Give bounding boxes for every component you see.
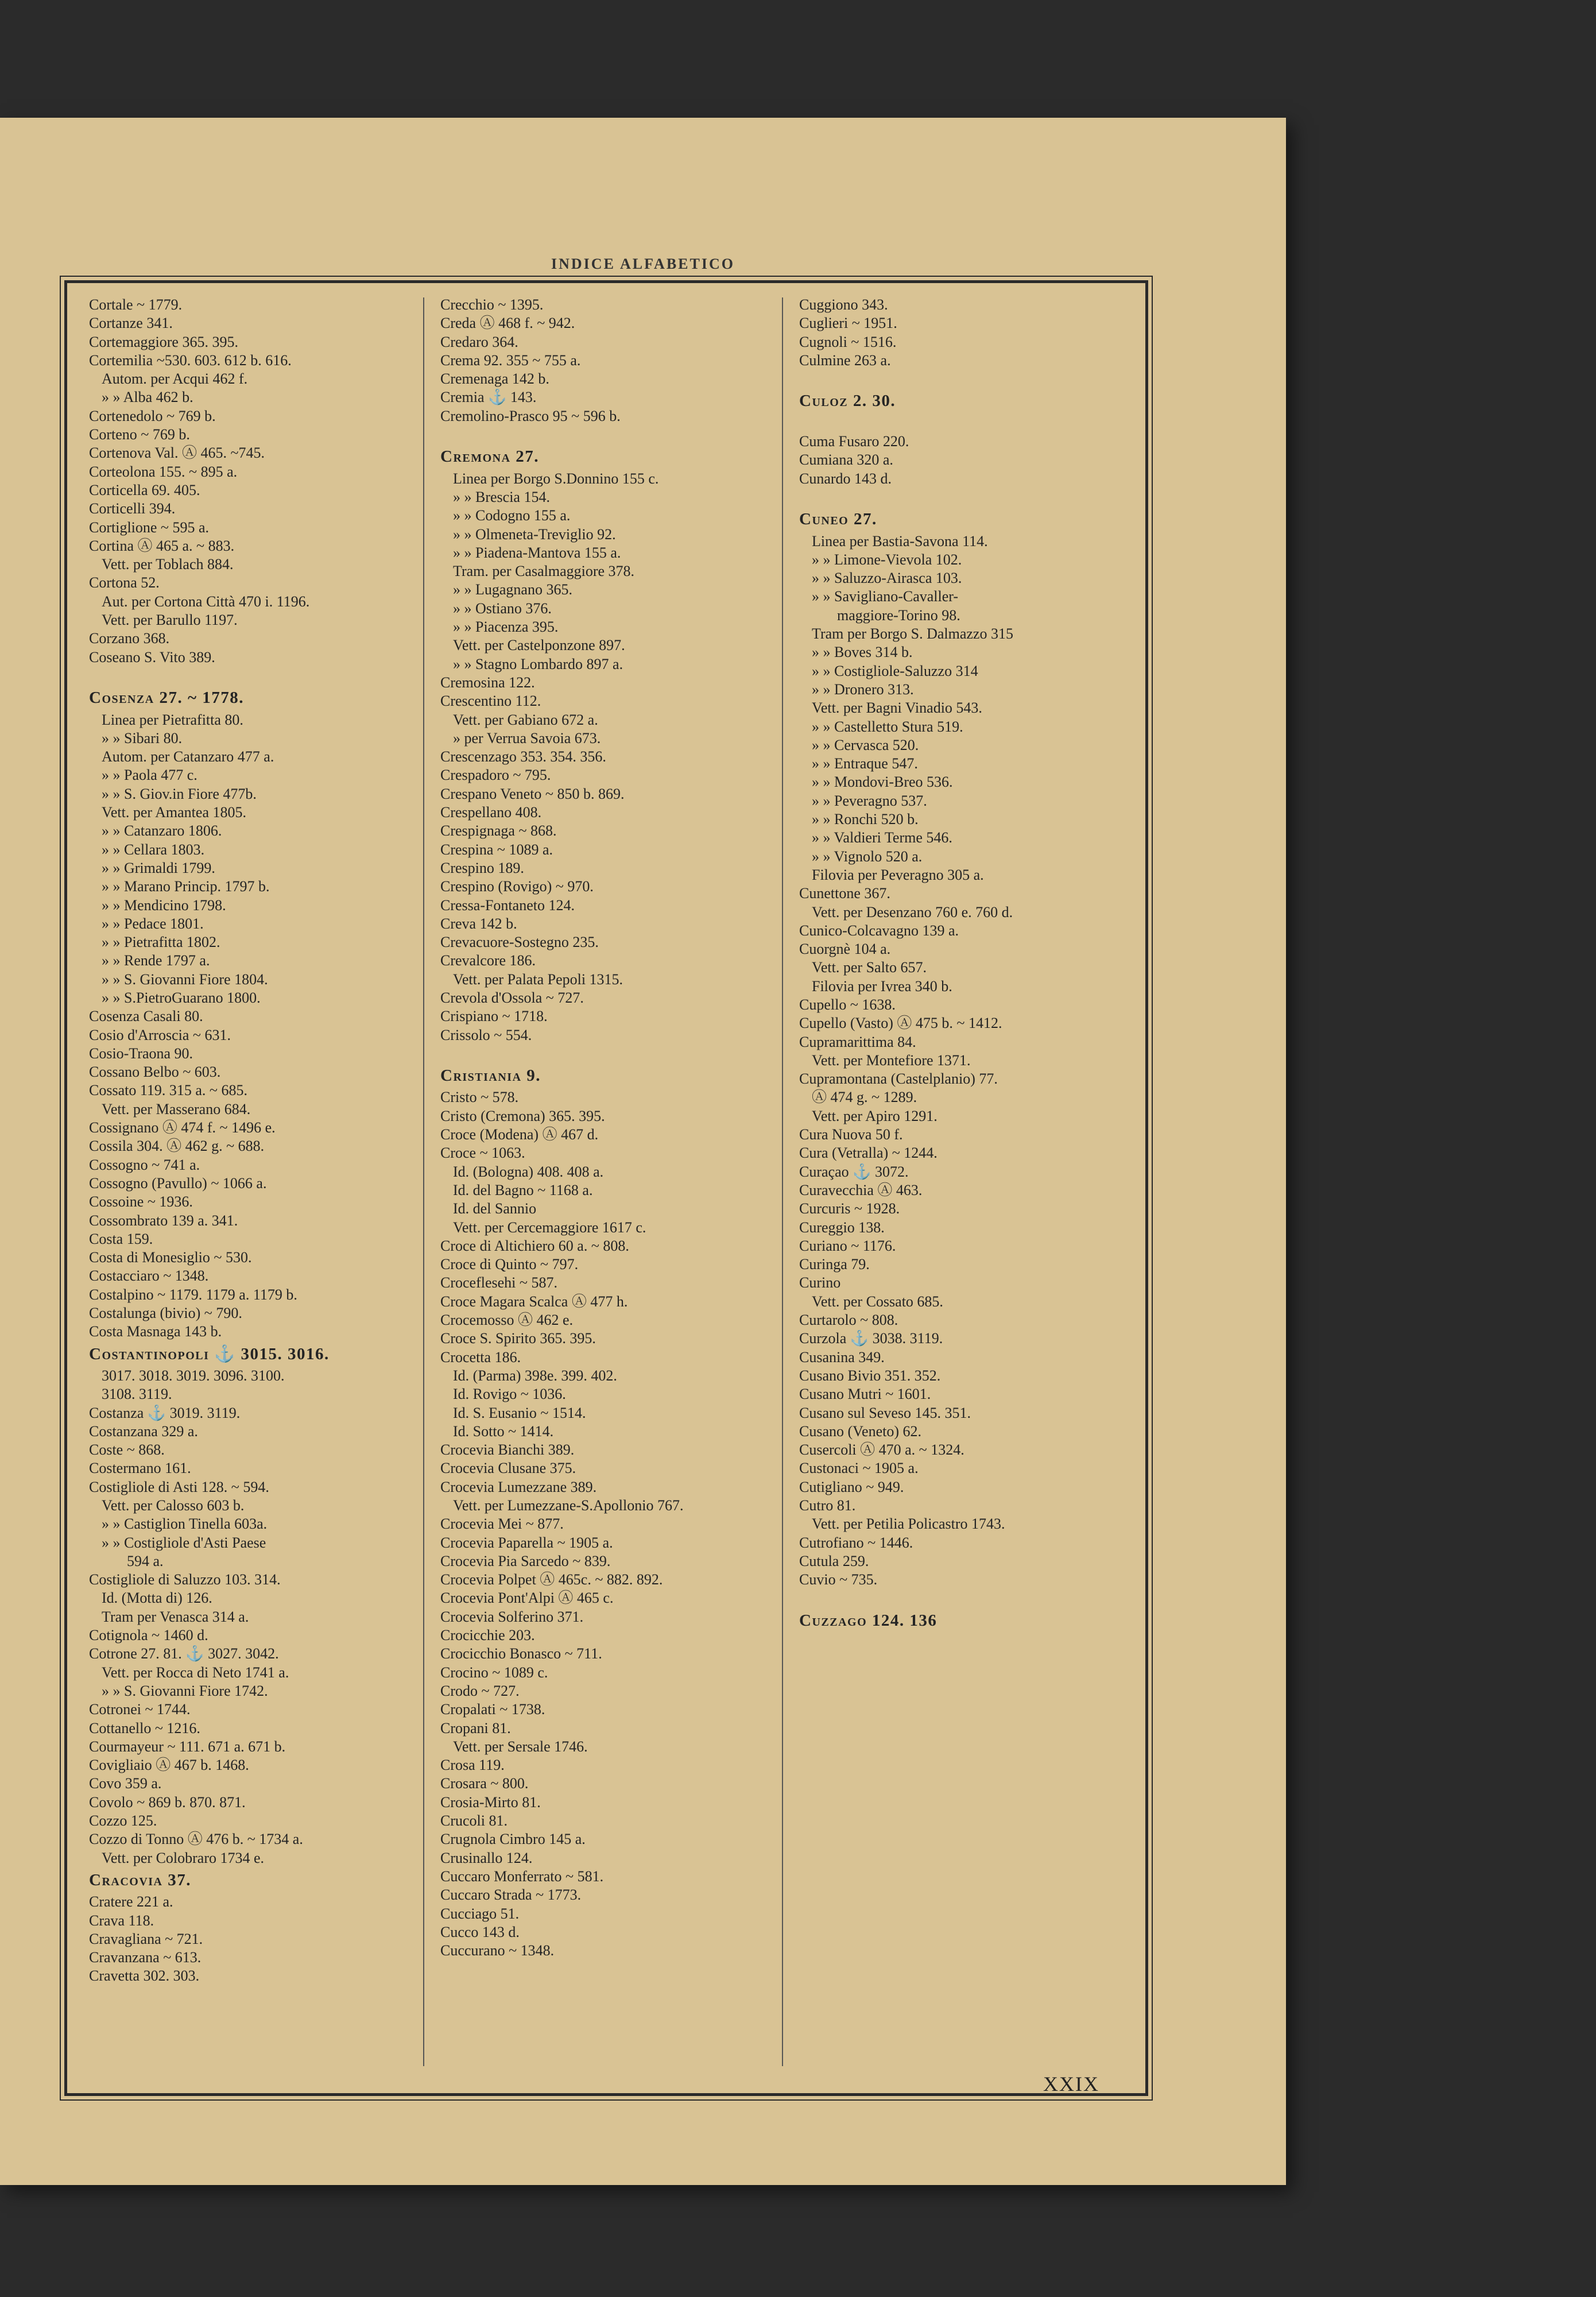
index-entry: » » S. Giov.in Fiore 477b. <box>102 785 257 802</box>
index-entry: Costanza ⚓ 3019. 3119. <box>89 1404 241 1421</box>
index-entry: » » S. Giovanni Fiore 1804. <box>102 970 268 988</box>
index-entry: Curtarolo ~ 808. <box>799 1312 898 1329</box>
index-entry: » » Olmeneta-Treviglio 92. <box>453 525 616 543</box>
index-entry: Cunardo 143 d. <box>799 470 892 487</box>
index-entry: Id. del Bagno ~ 1168 a. <box>453 1181 593 1198</box>
index-entry: » » Costigliole-Saluzzo 314 <box>812 662 978 679</box>
index-heading: Cosenza 27. ~ 1778. <box>89 689 245 707</box>
index-entry: » » Castiglion Tinella 603a. <box>102 1515 268 1533</box>
index-entry: Cura (Vetralla) ~ 1244. <box>799 1144 938 1162</box>
index-entry: Vett. per Gabiano 672 a. <box>453 711 598 728</box>
index-entry: Cugnoli ~ 1516. <box>799 333 897 350</box>
index-entry: » » Brescia 154. <box>453 488 550 505</box>
index-entry: Crava 118. <box>89 1912 154 1929</box>
index-entry: Croce di Altichiero 60 a. ~ 808. <box>440 1237 629 1254</box>
index-entry <box>799 488 1132 506</box>
index-entry: Creva 142 b. <box>440 915 517 932</box>
index-entry: Cropalati ~ 1738. <box>440 1701 545 1718</box>
index-entry: Cuglieri ~ 1951. <box>799 315 897 332</box>
index-entry: » » S. Giovanni Fiore 1742. <box>102 1682 268 1699</box>
index-entry: Cosio-Traona 90. <box>89 1045 193 1062</box>
index-entry: » » Boves 314 b. <box>812 644 913 661</box>
index-entry: Vett. per Petilia Policastro 1743. <box>812 1515 1005 1533</box>
index-entry: Corzano 368. <box>89 630 170 647</box>
index-entry: » » Paola 477 c. <box>102 767 197 784</box>
index-entry: Crocevia Mei ~ 877. <box>440 1515 564 1533</box>
index-entry: Curcuris ~ 1928. <box>799 1200 900 1217</box>
index-entry: Cravetta 302. 303. <box>89 1967 200 1985</box>
index-entry: Cristo ~ 578. <box>440 1089 519 1106</box>
index-entry: Tram per Venasca 314 a. <box>102 1608 249 1625</box>
index-entry: » » Pedace 1801. <box>102 915 204 932</box>
index-entry: Crema 92. 355 ~ 755 a. <box>440 351 581 369</box>
index-entry: Costanzana 329 a. <box>89 1422 198 1440</box>
index-entry: Cunico-Colcavagno 139 a. <box>799 922 959 939</box>
index-entry: Cravanzana ~ 613. <box>89 1949 202 1966</box>
index-entry: Costalunga (bivio) ~ 790. <box>89 1305 242 1322</box>
index-entry <box>799 370 1132 388</box>
index-entry: Crocevia Lumezzane 389. <box>440 1478 597 1495</box>
index-entry: » » Marano Princip. 1797 b. <box>102 878 270 895</box>
index-entry: Vett. per Cossato 685. <box>812 1293 943 1310</box>
index-entry: Cupello (Vasto) Ⓐ 475 b. ~ 1412. <box>799 1015 1002 1032</box>
index-entry: Curino <box>799 1274 841 1291</box>
index-entry: Cuccurano ~ 1348. <box>440 1942 555 1959</box>
index-entry: Corticelli 394. <box>89 500 176 517</box>
index-entry: Vett. per Amantea 1805. <box>102 804 246 821</box>
index-entry: Cortenedolo ~ 769 b. <box>89 407 216 424</box>
index-entry: Linea per Borgo S.Donnino 155 c. <box>453 470 659 487</box>
index-entry: Costa di Monesiglio ~ 530. <box>89 1249 252 1266</box>
index-entry: Id. (Motta di) 126. <box>102 1590 212 1607</box>
index-entry: 594 a. <box>127 1552 164 1569</box>
index-entry: Crocevia Pia Sarcedo ~ 839. <box>440 1552 611 1569</box>
index-entry: Crusinallo 124. <box>440 1849 533 1866</box>
index-entry: Costermano 161. <box>89 1460 191 1477</box>
index-entry: Crecchio ~ 1395. <box>440 296 544 313</box>
index-entry: Costacciaro ~ 1348. <box>89 1267 209 1285</box>
index-entry: Id. (Bologna) 408. 408 a. <box>453 1163 604 1180</box>
index-entry: Cuccaro Strada ~ 1773. <box>440 1886 582 1904</box>
index-entry: Curiano ~ 1176. <box>799 1237 896 1254</box>
index-entry: Id. S. Eusanio ~ 1514. <box>453 1404 586 1421</box>
index-entry: » » Ostiano 376. <box>453 600 552 617</box>
index-entry: Croceflesehi ~ 587. <box>440 1274 557 1291</box>
index-entry: Crevalcore 186. <box>440 952 536 969</box>
index-entry: Curaçao ⚓ 3072. <box>799 1163 909 1180</box>
index-entry: Cossila 304. Ⓐ 462 g. ~ 688. <box>89 1138 265 1155</box>
index-entry: Cremolino-Prasco 95 ~ 596 b. <box>440 407 621 424</box>
index-entry: Curavecchia Ⓐ 463. <box>799 1181 923 1198</box>
index-entry: Croceviа Bianchi 389. <box>440 1441 575 1459</box>
index-entry: Custonaci ~ 1905 a. <box>799 1460 919 1477</box>
index-entry: » » Dronero 313. <box>812 680 914 698</box>
index-entry: Id. Sotto ~ 1414. <box>453 1422 554 1440</box>
index-frame <box>64 280 1148 2096</box>
index-entry: Crugnola Cimbro 145 a. <box>440 1831 586 1848</box>
index-entry: Costalpino ~ 1179. 1179 a. 1179 b. <box>89 1286 297 1303</box>
index-entry: Cupramontana (Castelplanio) 77. <box>799 1070 998 1088</box>
index-entry: Cureggio 138. <box>799 1219 885 1236</box>
index-entry: Crocevia Polpet Ⓐ 465c. ~ 882. 892. <box>440 1571 663 1588</box>
index-entry: Crevacuore-Sostegno 235. <box>440 934 599 951</box>
index-entry: Cozzo di Tonno Ⓐ 476 b. ~ 1734 a. <box>89 1831 303 1848</box>
index-entry: Costa Masnaga 143 b. <box>89 1323 222 1340</box>
index-heading: Cuzzago 124. 136 <box>799 1611 938 1630</box>
index-entry: Cusercoli Ⓐ 470 a. ~ 1324. <box>799 1441 964 1459</box>
index-entry: Vett. per Bagni Vinadio 543. <box>812 699 982 717</box>
index-entry: Cortemaggiore 365. 395. <box>89 333 238 350</box>
index-entry: Cosio d'Arroscia ~ 631. <box>89 1026 231 1043</box>
index-entry: Cremosina 122. <box>440 674 535 691</box>
index-entry: Cucciago 51. <box>440 1905 520 1922</box>
index-entry: Croce (Modena) Ⓐ 467 d. <box>440 1126 599 1143</box>
column-divider <box>423 297 424 2066</box>
index-entry: » » Saluzzo-Airasca 103. <box>812 570 962 587</box>
index-entry: Vett. per Sersale 1746. <box>453 1738 588 1755</box>
index-entry: Linea per Bastia-Savona 114. <box>812 532 988 550</box>
index-entry: Corticella 69. 405. <box>89 481 200 498</box>
index-entry: » » Entraque 547. <box>812 755 918 772</box>
index-entry: Crespellano 408. <box>440 804 542 821</box>
index-entry: » » Lugagnano 365. <box>453 581 572 598</box>
index-entry: Cupello ~ 1638. <box>799 996 896 1013</box>
index-entry: Crevola d'Ossola ~ 727. <box>440 989 584 1006</box>
index-entry: Crocevia Solferino 371. <box>440 1608 584 1625</box>
index-entry: » » Mondovi-Breo 536. <box>812 774 953 791</box>
index-entry: Corteno ~ 769 b. <box>89 426 190 443</box>
index-entry: » » Alba 462 b. <box>102 389 193 406</box>
index-entry: Vett. per Castelponzone 897. <box>453 637 625 654</box>
index-entry: Croce S. Spirito 365. 395. <box>440 1330 596 1347</box>
index-entry: Crescentino 112. <box>440 693 541 710</box>
index-entry: Crocicchio Bonasco ~ 711. <box>440 1645 602 1662</box>
index-entry: » » Peveragno 537. <box>812 792 927 809</box>
index-entry: Crocino ~ 1089 c. <box>440 1664 548 1681</box>
index-heading: Cracovia 37. <box>89 1870 191 1889</box>
index-entry: » per Verrua Savoia 673. <box>453 729 601 747</box>
index-entry: Vett. per Cercemaggiore 1617 c. <box>453 1219 646 1236</box>
index-entry: Vett. per Rocca di Neto 1741 a. <box>102 1664 289 1681</box>
column-divider <box>782 297 783 2066</box>
index-entry: Id. Rovigo ~ 1036. <box>453 1386 566 1403</box>
index-entry: » » Codogno 155 a. <box>453 507 571 524</box>
index-entry: Curinga 79. <box>799 1256 870 1273</box>
index-entry: Crespano Veneto ~ 850 b. 869. <box>440 785 625 802</box>
index-entry: Crucoli 81. <box>440 1812 508 1830</box>
index-entry: Cura Nuova 50 f. <box>799 1126 903 1143</box>
index-entry: » » Piacenza 395. <box>453 618 559 636</box>
index-entry: Cremia ⚓ 143. <box>440 389 537 406</box>
index-entry: Cossogno ~ 741 a. <box>89 1156 200 1173</box>
index-entry: » » Cellara 1803. <box>102 841 205 858</box>
index-entry: Crocicchie 203. <box>440 1627 535 1644</box>
index-entry: Courmayeur ~ 111. 671 a. 671 b. <box>89 1738 286 1755</box>
index-entry: Covigliaio Ⓐ 467 b. 1468. <box>89 1757 249 1774</box>
index-entry: Cortale ~ 1779. <box>89 296 183 313</box>
index-entry: Crescenzago 353. 354. 356. <box>440 748 606 765</box>
index-entry: » » Costigliole d'Asti Paese <box>102 1534 266 1551</box>
index-entry: Cossoine ~ 1936. <box>89 1193 193 1211</box>
index-entry: Crocevia Paparella ~ 1905 a. <box>440 1534 613 1551</box>
index-entry: Cotignola ~ 1460 d. <box>89 1627 208 1644</box>
index-entry: Crespignaga ~ 868. <box>440 822 557 840</box>
index-entry: » » Ronchi 520 b. <box>812 811 919 828</box>
index-heading: Cristiania 9. <box>440 1066 541 1085</box>
index-entry: Covo 359 a. <box>89 1775 162 1792</box>
index-entry: Coseano S. Vito 389. <box>89 648 215 666</box>
index-entry: Cossato 119. 315 a. ~ 685. <box>89 1082 247 1099</box>
index-entry: Costa 159. <box>89 1230 153 1247</box>
index-entry: Covolo ~ 869 b. 870. 871. <box>89 1793 246 1811</box>
index-entry: » » Sibari 80. <box>102 729 183 747</box>
index-entry: Cusano Mutri ~ 1601. <box>799 1386 931 1403</box>
index-entry: Cozzo 125. <box>89 1812 157 1830</box>
index-entry: Croce di Quinto ~ 797. <box>440 1256 579 1273</box>
index-entry: Cucco 143 d. <box>440 1923 520 1940</box>
index-entry: Crocetta 186. <box>440 1348 521 1366</box>
index-entry: Crespadoro ~ 795. <box>440 767 551 784</box>
book-page <box>0 118 1286 2185</box>
index-entry: Vett. per Apiro 1291. <box>812 1107 938 1124</box>
index-entry: Crocemosso Ⓐ 462 e. <box>440 1312 574 1329</box>
index-entry: Culmine 263 a. <box>799 351 891 369</box>
index-heading: Cuneo 27. <box>799 510 877 529</box>
index-entry: Cusanina 349. <box>799 1348 885 1366</box>
index-entry: Tram per Borgo S. Dalmazzo 315 <box>812 625 1013 643</box>
index-entry <box>89 667 410 685</box>
index-entry: Cuggiono 343. <box>799 296 888 313</box>
index-entry: Crispiano ~ 1718. <box>440 1008 548 1025</box>
index-column-3 <box>799 296 1132 2076</box>
index-entry: » » Grimaldi 1799. <box>102 859 215 876</box>
index-entry: Crosara ~ 800. <box>440 1775 529 1792</box>
index-entry: Crespino (Rovigo) ~ 970. <box>440 878 594 895</box>
index-entry: Ⓐ 474 g. ~ 1289. <box>812 1089 917 1106</box>
index-entry: Crocevia Clusane 375. <box>440 1460 576 1477</box>
index-entry: Cutigliano ~ 949. <box>799 1478 904 1495</box>
index-entry <box>799 414 1132 432</box>
index-entry: Credaro 364. <box>440 333 518 350</box>
index-entry: Id. (Parma) 398e. 399. 402. <box>453 1367 617 1384</box>
index-entry: Cremenaga 142 b. <box>440 370 549 388</box>
index-entry: Cossombrato 139 a. 341. <box>89 1212 238 1229</box>
index-entry: Cotrone 27. 81. ⚓ 3027. 3042. <box>89 1645 279 1662</box>
index-entry: Cottanello ~ 1216. <box>89 1719 200 1737</box>
index-entry: Croce ~ 1063. <box>440 1144 525 1162</box>
index-entry: Cristo (Cremona) 365. 395. <box>440 1107 605 1124</box>
index-column-1 <box>89 296 410 2076</box>
index-entry: » » S.PietroGuarano 1800. <box>102 989 261 1006</box>
index-entry <box>799 1589 1132 1607</box>
index-entry: Cropani 81. <box>440 1719 511 1737</box>
index-entry <box>440 1045 785 1063</box>
index-entry: Cusano Bivio 351. 352. <box>799 1367 941 1384</box>
index-entry: Crespino 189. <box>440 859 524 876</box>
index-entry: Linea per Pietrafitta 80. <box>102 711 243 728</box>
index-entry: Cutula 259. <box>799 1552 869 1569</box>
index-entry: Crespina ~ 1089 a. <box>440 841 553 858</box>
index-entry: » » Valdieri Terme 546. <box>812 829 952 846</box>
index-entry: Corteolona 155. ~ 895 a. <box>89 463 238 480</box>
index-entry: Cossogno (Pavullo) ~ 1066 a. <box>89 1174 267 1192</box>
index-entry: Cortiglione ~ 595 a. <box>89 519 210 536</box>
index-entry: Cusano (Veneto) 62. <box>799 1422 922 1440</box>
index-entry: Crosia-Mirto 81. <box>440 1793 541 1811</box>
index-heading: Culoz 2. 30. <box>799 392 896 411</box>
index-entry: Crocevia Pont'Alpi Ⓐ 465 c. <box>440 1590 614 1607</box>
index-entry: Cossano Belbo ~ 603. <box>89 1064 221 1081</box>
index-entry: Cortemilia ~530. 603. 612 b. 616. <box>89 351 292 369</box>
index-entry: » » Piadena-Mantova 155 a. <box>453 544 621 561</box>
index-entry: » » Stagno Lombardo 897 a. <box>453 655 623 672</box>
index-entry: » » Rende 1797 a. <box>102 952 210 969</box>
index-entry: » » Castelletto Stura 519. <box>812 718 963 735</box>
index-heading: Cremona 27. <box>440 447 540 466</box>
index-entry: Curzola ⚓ 3038. 3119. <box>799 1330 943 1347</box>
index-entry: Crissolo ~ 554. <box>440 1026 532 1043</box>
index-entry: Creda Ⓐ 468 f. ~ 942. <box>440 315 575 332</box>
index-entry: Id. del Sannio <box>453 1200 537 1217</box>
index-entry: Cuorgnè 104 a. <box>799 941 891 958</box>
index-entry: Cossignano Ⓐ 474 f. ~ 1496 e. <box>89 1119 276 1136</box>
index-entry: 3017. 3018. 3019. 3096. 3100. <box>102 1367 285 1384</box>
index-entry <box>440 426 785 444</box>
index-entry: Vett. per Colobraro 1734 e. <box>102 1849 265 1866</box>
index-entry: Filovia per Peveragno 305 a. <box>812 866 984 883</box>
index-entry: Autom. per Acqui 462 f. <box>102 370 248 388</box>
index-entry: Cressa-Fontaneto 124. <box>440 896 575 914</box>
index-entry: Cusano sul Seveso 145. 351. <box>799 1404 971 1421</box>
index-entry: Costigliole di Asti 128. ~ 594. <box>89 1478 269 1495</box>
index-entry: Cortina Ⓐ 465 a. ~ 883. <box>89 537 235 554</box>
index-entry: Filovia per Ivrea 340 b. <box>812 977 952 995</box>
index-entry: » » Cervasca 520. <box>812 736 919 753</box>
index-entry: Cortanze 341. <box>89 315 173 332</box>
index-entry: Cuma Fusaro 220. <box>799 433 909 450</box>
index-entry: Costigliole di Saluzzo 103. 314. <box>89 1571 281 1588</box>
index-entry: Cratere 221 a. <box>89 1893 173 1911</box>
index-entry: maggiore-Torino 98. <box>837 606 960 624</box>
index-entry: Cuccaro Monferrato ~ 581. <box>440 1867 604 1885</box>
index-entry: » » Mendicino 1798. <box>102 896 226 914</box>
index-entry: Vett. per Palata Pepoli 1315. <box>453 970 623 988</box>
index-entry: Cutrofiano ~ 1446. <box>799 1534 913 1551</box>
index-entry: Cumiana 320 a. <box>799 451 893 469</box>
index-entry: Cortenova Val. Ⓐ 465. ~745. <box>89 444 265 462</box>
index-entry: Vett. per Desenzano 760 e. 760 d. <box>812 903 1013 921</box>
index-entry: Crosa 119. <box>440 1757 505 1774</box>
index-entry: Vett. per Salto 657. <box>812 959 927 976</box>
index-entry: Cunettone 367. <box>799 885 890 902</box>
index-entry: Tram. per Casalmaggiore 378. <box>453 563 635 580</box>
index-entry: Coste ~ 868. <box>89 1441 165 1459</box>
index-entry: Cotronei ~ 1744. <box>89 1701 191 1718</box>
index-entry: Vett. per Toblach 884. <box>102 556 234 573</box>
index-entry: » » Limone-Vievola 102. <box>812 551 962 568</box>
index-entry: Crodo ~ 727. <box>440 1682 520 1699</box>
index-entry: » » Catanzaro 1806. <box>102 822 222 840</box>
page-number: XXIX <box>1043 2072 1099 2095</box>
index-entry: Cutro 81. <box>799 1497 856 1514</box>
index-column-2 <box>440 296 785 2076</box>
index-entry: Vett. per Masserano 684. <box>102 1100 251 1117</box>
index-entry: Autom. per Catanzaro 477 a. <box>102 748 274 765</box>
index-entry: Cravagliana ~ 721. <box>89 1930 203 1947</box>
index-entry: Croce Magara Scalca Ⓐ 477 h. <box>440 1293 628 1310</box>
index-entry: 3108. 3119. <box>102 1386 172 1403</box>
index-entry: Cuvio ~ 735. <box>799 1571 878 1588</box>
index-entry: » » Vignolo 520 a. <box>812 848 923 865</box>
index-entry: Vett. per Montefiore 1371. <box>812 1051 971 1069</box>
index-entry: Cupramarittima 84. <box>799 1033 916 1050</box>
page-title: INDICE ALFABETICO <box>551 256 735 272</box>
index-entry: Vett. per Barullo 1197. <box>102 612 238 629</box>
index-entry: Cosenza Casali 80. <box>89 1008 203 1025</box>
index-entry: Cortona 52. <box>89 574 160 591</box>
index-entry: » » Savigliano-Cavaller- <box>812 588 959 605</box>
index-heading: Costantinopoli ⚓ 3015. 3016. <box>89 1344 330 1363</box>
index-entry: Vett. per Calosso 603 b. <box>102 1497 245 1514</box>
index-entry: » » Pietrafitta 1802. <box>102 934 220 951</box>
index-entry: Aut. per Cortona Città 470 i. 1196. <box>102 593 310 610</box>
index-entry: Vett. per Lumezzane-S.Apollonio 767. <box>453 1497 684 1514</box>
